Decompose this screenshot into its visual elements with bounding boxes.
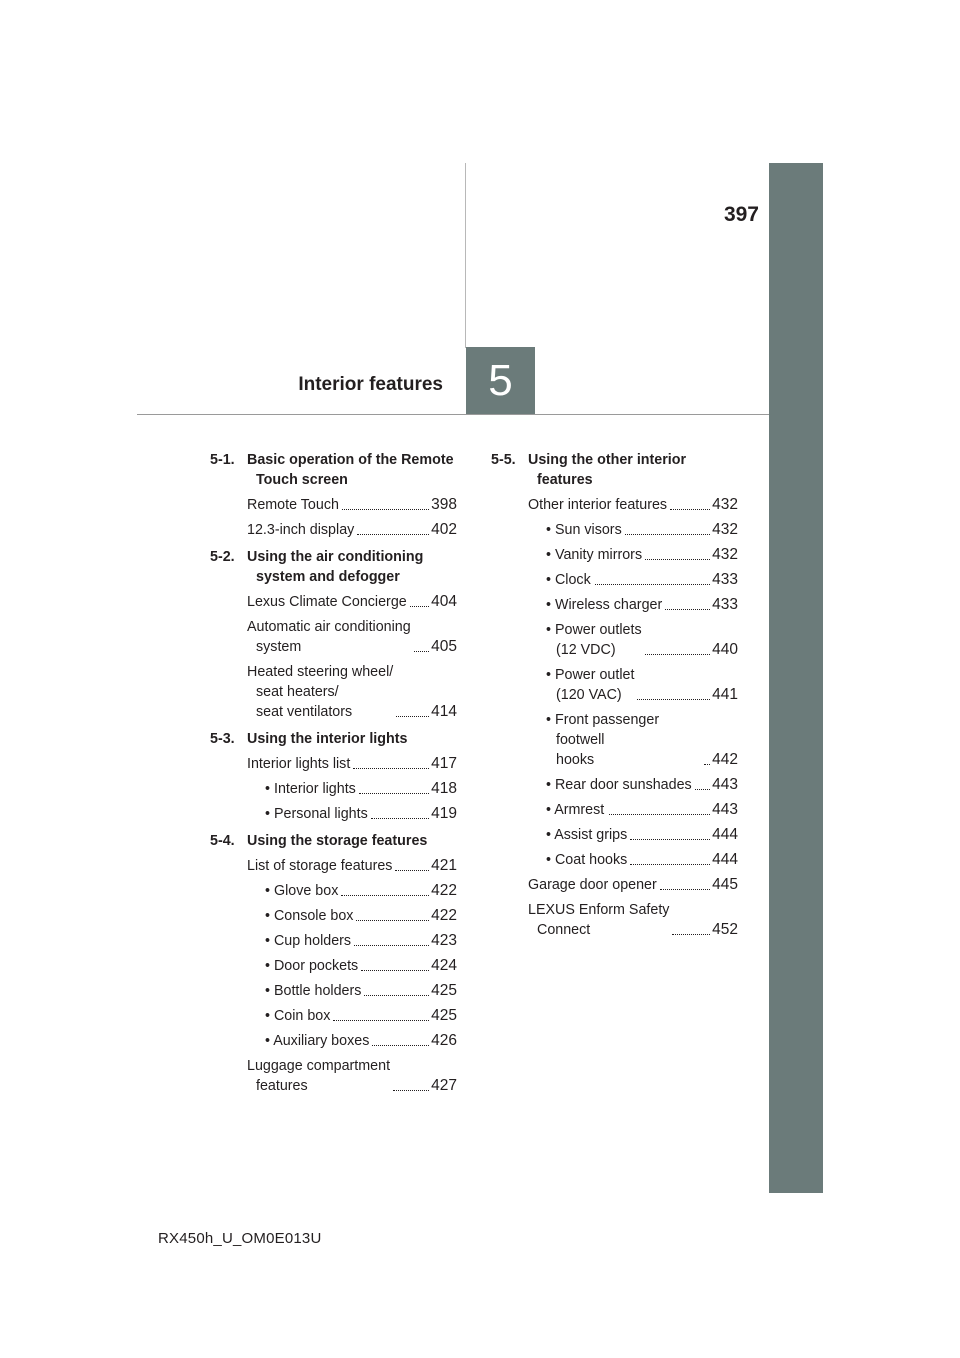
dot-leader — [393, 1090, 429, 1091]
entry-title: • Interior lights — [265, 781, 356, 797]
toc-sub-entry[interactable] — [491, 825, 738, 845]
entry-title: Other interior features — [528, 497, 668, 513]
entry-page-number: 427 — [431, 1077, 457, 1094]
entry-page-number: 433 — [712, 571, 738, 588]
dot-leader — [341, 895, 429, 896]
entry-page-number: 432 — [712, 496, 738, 513]
toc-sub-entry[interactable] — [210, 956, 457, 976]
toc-sub-entry[interactable] — [210, 1006, 457, 1026]
dot-leader — [595, 584, 710, 585]
dot-leader — [372, 1045, 429, 1046]
section-title: Basic operation of the Remote Touch screen — [247, 452, 454, 488]
entry-page-number: 423 — [431, 932, 457, 949]
section-title: Using the interior lights — [247, 731, 408, 747]
dot-leader — [364, 995, 429, 996]
toc-entry[interactable] — [210, 856, 457, 876]
entry-title: • Front passenger footwell hooks — [546, 712, 660, 768]
entry-title: • Personal lights — [265, 806, 368, 822]
entry-page-number: 442 — [712, 751, 738, 768]
toc-entry[interactable] — [210, 754, 457, 774]
entry-title: • Door pockets — [265, 958, 359, 974]
entry-page-number: 443 — [712, 801, 738, 818]
toc-sub-entry[interactable] — [491, 545, 738, 565]
dot-leader — [396, 716, 429, 717]
toc-entry[interactable] — [491, 495, 738, 515]
entry-page-number: 452 — [712, 921, 738, 938]
dot-leader — [359, 793, 429, 794]
entry-title: • Power outlets (12 VDC) — [546, 622, 642, 658]
dot-leader — [645, 654, 711, 655]
toc-section-heading — [210, 831, 457, 851]
entry-title: • Power outlet (120 VAC) — [546, 667, 635, 703]
entry-title: • Bottle holders — [265, 983, 362, 999]
section-title: Using the storage features — [247, 833, 428, 849]
entry-page-number: 444 — [712, 826, 738, 843]
entry-page-number: 441 — [712, 686, 738, 703]
header-vertical-rule — [465, 163, 466, 348]
entry-title: • Console box — [265, 908, 354, 924]
dot-leader — [637, 699, 710, 700]
section-number: 5-3. — [210, 731, 235, 747]
dot-leader — [660, 889, 710, 890]
entry-title: • Auxiliary boxes — [265, 1033, 370, 1049]
entry-page-number: 414 — [431, 703, 457, 720]
toc-sub-entry[interactable] — [491, 620, 738, 660]
dot-leader — [357, 534, 429, 535]
entry-title: • Wireless charger — [546, 597, 663, 613]
entry-page-number: 422 — [431, 882, 457, 899]
toc-sub-entry[interactable] — [491, 775, 738, 795]
toc-sub-entry[interactable] — [491, 665, 738, 705]
entry-page-number: 444 — [712, 851, 738, 868]
entry-title: Luggage compartment features — [247, 1058, 391, 1094]
chapter-number: 5 — [488, 356, 513, 405]
entry-title: Heated steering wheel/ seat heaters/ seat ventilators — [247, 664, 394, 720]
section-number: 5-4. — [210, 833, 235, 849]
toc-sub-entry[interactable] — [210, 1031, 457, 1051]
toc-sub-entry[interactable] — [210, 804, 457, 824]
chapter-side-tab — [769, 163, 823, 1193]
toc-section-heading — [491, 450, 738, 490]
dot-leader — [695, 789, 710, 790]
dot-leader — [410, 606, 429, 607]
section-title: Using the air conditioning system and defogger — [247, 549, 424, 585]
entry-title: LEXUS Enform Safety Connect — [528, 902, 670, 938]
entry-page-number: 419 — [431, 805, 457, 822]
footer-document-code: RX450h_U_OM0E013U — [158, 1230, 322, 1247]
section-number: 5-2. — [210, 549, 235, 565]
dot-leader — [625, 534, 710, 535]
entry-title: Remote Touch — [247, 497, 339, 513]
toc-entry[interactable] — [210, 1056, 457, 1096]
entry-page-number: 443 — [712, 776, 738, 793]
entry-title: Garage door opener — [528, 877, 657, 893]
entry-title: • Coin box — [265, 1008, 331, 1024]
toc-section-heading — [210, 450, 457, 490]
entry-title: 12.3-inch display — [247, 522, 355, 538]
toc-entry[interactable] — [210, 662, 457, 722]
entry-title: • Cup holders — [265, 933, 352, 949]
entry-page-number: 432 — [712, 546, 738, 563]
entry-page-number: 424 — [431, 957, 457, 974]
toc-entry[interactable] — [210, 520, 457, 540]
dot-leader — [665, 609, 710, 610]
entry-page-number: 421 — [431, 857, 457, 874]
toc-section-heading — [210, 729, 457, 749]
entry-page-number: 402 — [431, 521, 457, 538]
toc-right-column — [491, 450, 738, 945]
dot-leader — [342, 509, 429, 510]
toc-sub-entry[interactable] — [210, 931, 457, 951]
entry-page-number: 425 — [431, 982, 457, 999]
entry-title: List of storage features — [247, 858, 393, 874]
entry-title: • Rear door sunshades — [546, 777, 692, 793]
toc-entry[interactable] — [210, 617, 457, 657]
dot-leader — [630, 839, 710, 840]
entry-title: • Vanity mirrors — [546, 547, 643, 563]
dot-leader — [609, 814, 710, 815]
entry-page-number: 418 — [431, 780, 457, 797]
entry-title: Automatic air conditioning system — [247, 619, 411, 655]
entry-page-number: 425 — [431, 1007, 457, 1024]
dot-leader — [414, 651, 429, 652]
chapter-number-box — [466, 347, 535, 414]
dot-leader — [672, 934, 710, 935]
toc-sub-entry[interactable] — [210, 981, 457, 1001]
entry-page-number: 398 — [431, 496, 457, 513]
entry-page-number: 417 — [431, 755, 457, 772]
entry-page-number: 445 — [712, 876, 738, 893]
toc-entry[interactable] — [210, 495, 457, 515]
toc-sub-entry[interactable] — [491, 800, 738, 820]
toc-entry[interactable] — [210, 592, 457, 612]
section-number: 5-1. — [210, 452, 235, 468]
dot-leader — [630, 864, 710, 865]
dot-leader — [645, 559, 710, 560]
entry-page-number: 404 — [431, 593, 457, 610]
entry-title: • Assist grips — [546, 827, 628, 843]
entry-page-number: 422 — [431, 907, 457, 924]
toc-sub-entry[interactable] — [491, 710, 738, 770]
header-horizontal-rule — [137, 414, 769, 415]
toc-sub-entry[interactable] — [491, 850, 738, 870]
entry-title: • Armrest — [546, 802, 605, 818]
dot-leader — [371, 818, 429, 819]
toc-sub-entry[interactable] — [210, 906, 457, 926]
page-number: 397 — [723, 203, 759, 226]
dot-leader — [704, 764, 710, 765]
dot-leader — [670, 509, 710, 510]
toc-entry[interactable] — [491, 900, 738, 940]
dot-leader — [361, 970, 429, 971]
toc-sub-entry[interactable] — [210, 779, 457, 799]
dot-leader — [354, 945, 429, 946]
entry-title: • Glove box — [265, 883, 339, 899]
section-number: 5-5. — [491, 452, 516, 468]
entry-page-number: 433 — [712, 596, 738, 613]
toc-entry[interactable] — [491, 875, 738, 895]
toc-section-heading — [210, 547, 457, 587]
entry-page-number: 432 — [712, 521, 738, 538]
dot-leader — [356, 920, 429, 921]
dot-leader — [353, 768, 429, 769]
entry-title: Interior lights list — [247, 756, 351, 772]
toc-sub-entry[interactable] — [491, 520, 738, 540]
chapter-title: Interior features — [298, 374, 443, 395]
entry-title: Lexus Climate Concierge — [247, 594, 407, 610]
entry-title: • Coat hooks — [546, 852, 628, 868]
toc-sub-entry[interactable] — [491, 595, 738, 615]
entry-title: • Sun visors — [546, 522, 622, 538]
entry-page-number: 405 — [431, 638, 457, 655]
dot-leader — [395, 870, 429, 871]
entry-page-number: 440 — [712, 641, 738, 658]
entry-page-number: 426 — [431, 1032, 457, 1049]
toc-left-column — [210, 450, 457, 1101]
toc-sub-entry[interactable] — [491, 570, 738, 590]
section-title: Using the other interior features — [528, 452, 687, 488]
toc-sub-entry[interactable] — [210, 881, 457, 901]
dot-leader — [333, 1020, 429, 1021]
entry-title: • Clock — [546, 572, 591, 588]
